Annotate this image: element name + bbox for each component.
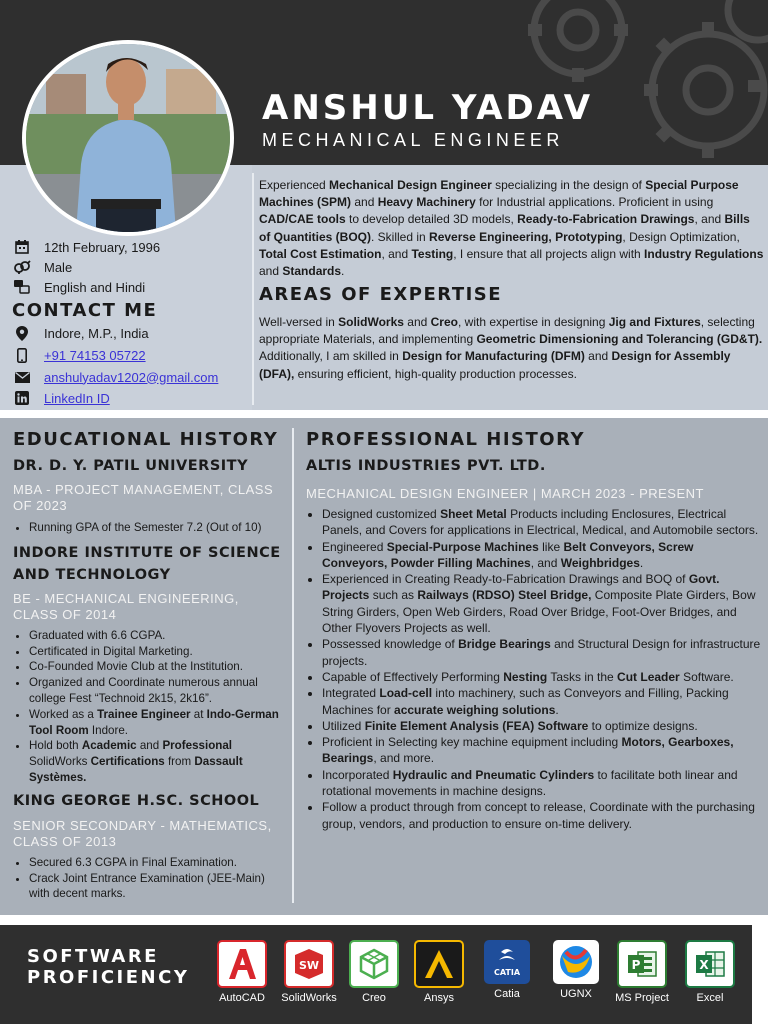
location-text: Indore, M.P., India (44, 325, 149, 341)
linkedin-row (12, 389, 110, 407)
software-catia (472, 940, 542, 1000)
software-label: Catia (494, 988, 520, 1000)
list-item: • Utilized Finite Element Analysis (FEA) Software to optimize designs. (322, 718, 762, 734)
professional-heading: PROFESSIONAL HISTORY (306, 429, 586, 450)
list-item: • Designed customized Sheet Metal Products including Enclosures, Electrical Panels, and Covers for applications in Electrical, Medical, and Automobile sectors. (322, 506, 762, 539)
list-item: • Worked as a Trainee Engineer at Indo-German Tool Room Indore. (29, 707, 288, 739)
profile-photo-illustration (26, 44, 230, 232)
software-ansys (404, 940, 474, 1004)
creo-logo-icon (349, 940, 399, 988)
list-item: • Hold both Academic and Professional SolidWorks Certifications from Dassault Systèmes. (29, 738, 288, 785)
job-title: MECHANICAL ENGINEER (262, 130, 564, 150)
vertical-divider (252, 173, 254, 405)
svg-text:CATIA: CATIA (493, 968, 521, 977)
education-heading: EDUCATIONAL HISTORY (13, 429, 279, 450)
degree-text: SENIOR SECONDARY - MATHEMATICS, CLASS OF 2013 (13, 817, 272, 849)
expertise-heading: AREAS OF EXPERTISE (259, 284, 503, 305)
contact-heading: CONTACT ME (12, 300, 158, 321)
excel-logo-icon (685, 940, 735, 988)
software-label: AutoCAD (219, 992, 265, 1004)
software-label: UGNX (560, 988, 592, 1000)
gender-icon (12, 259, 32, 275)
software-heading: SOFTWARE PROFICIENCY (27, 946, 190, 988)
school-name: INDORE INSTITUTE OF SCIENCE AND TECHNOLOGY (13, 544, 281, 583)
ms-project-logo-icon (617, 940, 667, 988)
software-label: Ansys (424, 992, 454, 1004)
mail-icon (12, 369, 32, 385)
software-label: Excel (696, 992, 724, 1004)
phone-link[interactable]: +91 74153 05722 (44, 347, 146, 363)
expertise-text: Well-versed in SolidWorks and Creo, with expertise in designing Jig and Fixtures, selecting appropriate Materials, and implementing Geometric Dimensioning and Tolerancing (GD&T). Additionally, I am skilled in Design for Manufacturing (DFM) and Design for Assembly (DFA), ensuring efficient, high-quality production processes. (259, 315, 763, 381)
svg-text:X: X (699, 958, 709, 972)
candidate-name: ANSHUL YADAV (262, 88, 594, 128)
email-row (12, 368, 218, 386)
profile-photo (22, 40, 234, 236)
history-divider (292, 428, 294, 903)
school-name: KING GEORGE H.SC. SCHOOL (13, 792, 260, 809)
list-item: • Engineered Special-Purpose Machines like Belt Conveyors, Screw Conveyors, Powder Filling Machines, and Weighbridges. (322, 539, 762, 572)
list-item: • Graduated with 6.6 CGPA. (29, 628, 288, 644)
software-autocad (207, 940, 277, 1004)
experience-list (306, 506, 762, 832)
list-item: • Possessed knowledge of Bridge Bearings and Structural Design for infrastructure projects. (322, 636, 762, 669)
gender-text: Male (44, 259, 73, 275)
list-item: • Running GPA of the Semester 7.2 (Out of 10) (29, 520, 288, 536)
job-role: MECHANICAL DESIGN ENGINEER | MARCH 2023 - PRESENT (306, 486, 704, 501)
footer-separator (0, 915, 768, 925)
software-label: Creo (362, 992, 386, 1004)
phone-icon (12, 347, 32, 363)
professional-summary: Experienced Mechanical Design Engineer specializing in the design of Special Purpose Machines (SPM) and Heavy Machinery for Industrial applications. Proficient in using CAD/CAE tools to develop detailed 3D models, Ready-to-Fabrication Drawings, and Bills of Quantities (BOQ). Skilled in Reverse Engineering, Prototyping, Design Optimization, Total Cost Estimation, and Testing, I ensure that all projects align with Industry Regulations and Standards. (259, 178, 764, 279)
footer-edge (752, 925, 768, 1024)
solidworks-logo-icon (284, 940, 334, 988)
software-creo (339, 940, 409, 1004)
catia-logo-icon (484, 940, 530, 984)
list-item: • Secured 6.3 CGPA in Final Examination. (29, 855, 288, 871)
dob-row (12, 238, 160, 256)
ugnx-logo-icon (553, 940, 599, 984)
list-item: • Integrated Load-cell into machinery, such as Conveyors and Filling, Packing Machines for accurate weighing solutions. (322, 685, 762, 718)
languages-row (12, 278, 145, 296)
list-item: • Proficient in Selecting key machine equipment including Motors, Gearboxes, Bearings, and more. (322, 734, 762, 767)
location-pin-icon (12, 325, 32, 341)
dob-text: 12th February, 1996 (44, 239, 161, 255)
list-item: • Incorporated Hydraulic and Pneumatic Cylinders to facilitate both linear and rotational movements in machine designs. (322, 767, 762, 800)
linkedin-link[interactable]: LinkedIn ID (44, 390, 110, 406)
calendar-icon (12, 239, 32, 255)
list-item: • Capable of Effectively Performing Nesting Tasks in the Cut Leader Software. (322, 669, 762, 685)
education-list (13, 628, 288, 786)
software-ugnx (541, 940, 611, 1000)
svg-text:P: P (631, 958, 641, 972)
software-solidworks (274, 940, 344, 1004)
language-icon (12, 279, 32, 295)
gender-row (12, 258, 72, 276)
education-column (13, 428, 288, 902)
list-item: • Experienced in Creating Ready-to-Fabrication Drawings and BOQ of Govt. Projects such as Railways (RDSO) Steel Bridge, Composite Plate Girders, Bow String Girders, Open Web Girders, Road Over Bridge, Foot-Over Bridges, and Other Flyovers Projects as well. (322, 571, 762, 636)
degree-text: MBA - PROJECT MANAGEMENT, CLASS OF 2023 (13, 482, 274, 513)
ansys-logo-icon (414, 940, 464, 988)
software-excel (675, 940, 745, 1004)
list-item: • Co-Founded Movie Club at the Institution. (29, 659, 288, 675)
list-item: • Organized and Coordinate numerous annual college Fest “Technoid 2k15, 2k16”. (29, 675, 288, 707)
software-label: MS Project (615, 992, 669, 1004)
professional-column (306, 428, 762, 832)
autocad-logo-icon (217, 940, 267, 988)
email-link[interactable]: anshulyadav1202@gmail.com (44, 369, 219, 385)
company-name: ALTIS INDUSTRIES PVT. LTD. (306, 458, 546, 474)
education-list (13, 520, 288, 536)
list-item: • Follow a product through from concept to release, Coordinate with the purchasing group, vendors, and production to ensure on-time delivery. (322, 799, 762, 832)
list-item: • Crack Joint Entrance Examination (JEE-Main) with decent marks. (29, 871, 288, 903)
phone-row (12, 346, 146, 364)
location-row (12, 324, 149, 342)
software-label: SolidWorks (281, 992, 337, 1004)
degree-text: BE - MECHANICAL ENGINEERING, CLASS OF 2014 (13, 590, 239, 622)
section-separator (0, 410, 768, 418)
linkedin-icon (12, 390, 32, 406)
school-name: DR. D. Y. PATIL UNIVERSITY (13, 458, 249, 474)
software-ms-project (607, 940, 677, 1004)
education-list (13, 855, 288, 902)
languages-text: English and Hindi (44, 279, 146, 295)
list-item: • Certificated in Digital Marketing. (29, 644, 288, 660)
svg-text:SW: SW (298, 959, 320, 972)
